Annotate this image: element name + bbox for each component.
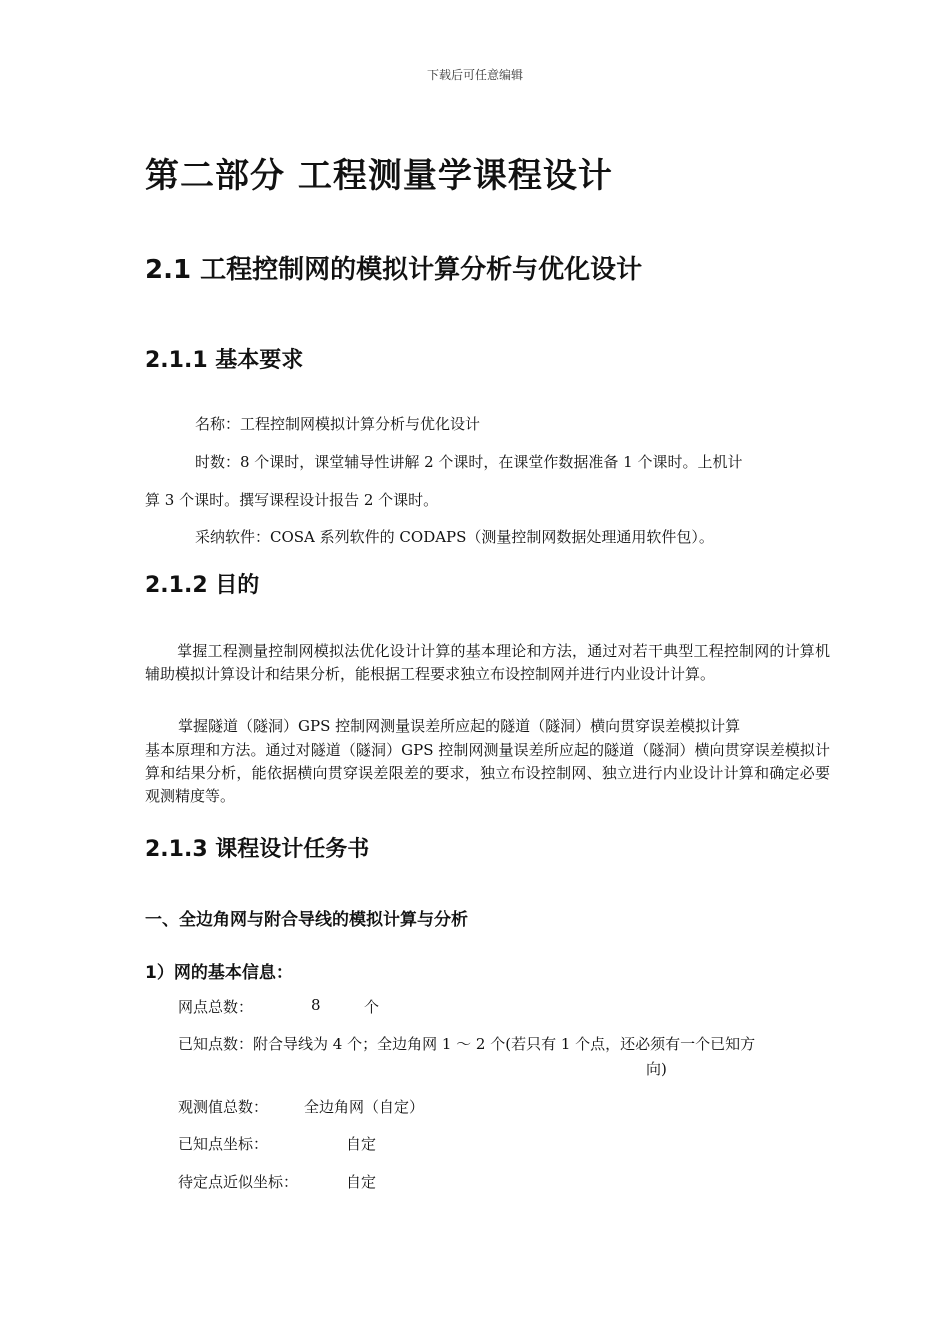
approx-coords-label: 待定点近似坐标： — [178, 1173, 299, 1191]
heading-2-1-1: 2.1.1 基本要求 — [145, 348, 304, 373]
total-points-label: 网点总数： — [178, 998, 254, 1016]
task-heading-1: 一、全边角网与附合导线的模拟计算与分析 — [145, 910, 468, 930]
task-subheading-basic-info: 1）网的基本信息： — [145, 963, 293, 983]
page-title: 第二部分 工程测量学课程设计 — [145, 156, 613, 196]
section-heading: 2.1 工程控制网的模拟计算分析与优化设计 — [145, 255, 643, 285]
approx-coords-value: 自定 — [346, 1173, 377, 1191]
known-points-line-2: 向) — [646, 1060, 667, 1078]
hours-line-2: 算 3 个课时。撰写课程设计报告 2 个课时。 — [145, 491, 439, 509]
heading-2-1-3: 2.1.3 课程设计任务书 — [145, 837, 370, 862]
known-coords-label: 已知点坐标： — [178, 1135, 269, 1153]
total-points-value: 8 — [311, 996, 321, 1014]
page-header: 下载后可任意编辑 — [426, 68, 523, 82]
software-line: 采纳软件：COSA 系列软件的 CODAPS（测量控制网数据处理通用软件包）。 — [195, 528, 714, 546]
heading-2-1-2: 2.1.2 目的 — [145, 573, 260, 598]
purpose-paragraph-2-line-1: 掌握隧道（隧洞）GPS 控制网测量误差所应起的隧道（隧洞）横向贯穿误差模拟计算 — [178, 717, 741, 735]
purpose-paragraph-1 — [145, 640, 830, 686]
known-points-line-1: 已知点数：附合导线为 4 个；全边角网 1 ～ 2 个(若只有 1 个点，还必须有一个已知方 — [178, 1035, 756, 1053]
observations-label: 观测值总数： — [178, 1098, 269, 1116]
name-line: 名称：工程控制网模拟计算分析与优化设计 — [195, 415, 481, 433]
observations-value: 全边角网（自定） — [304, 1098, 425, 1116]
purpose-paragraph-1-text: 掌握工程测量控制网模拟法优化设计计算的基本理论和方法，通过对若干典型工程控制网的计算机辅助模拟计算设计和结果分析，能根据工程要求独立布设控制网并进行内业设计计算。 — [145, 642, 830, 683]
hours-line-1: 时数：8 个课时，课堂辅导性讲解 2 个课时，在课堂作数据准备 1 个课时。上机计 — [195, 453, 743, 471]
known-coords-value: 自定 — [346, 1135, 377, 1153]
purpose-paragraph-2-rest: 基本原理和方法。通过对隧道（隧洞）GPS 控制网测量误差所应起的隧道（隧洞）横向贯穿误差模拟计算和结果分析，能依据横向贯穿误差限差的要求，独立布设控制网、独立进行内业设计计算和确定必要观测精度等。 — [145, 741, 830, 805]
total-points-unit: 个 — [364, 998, 380, 1016]
